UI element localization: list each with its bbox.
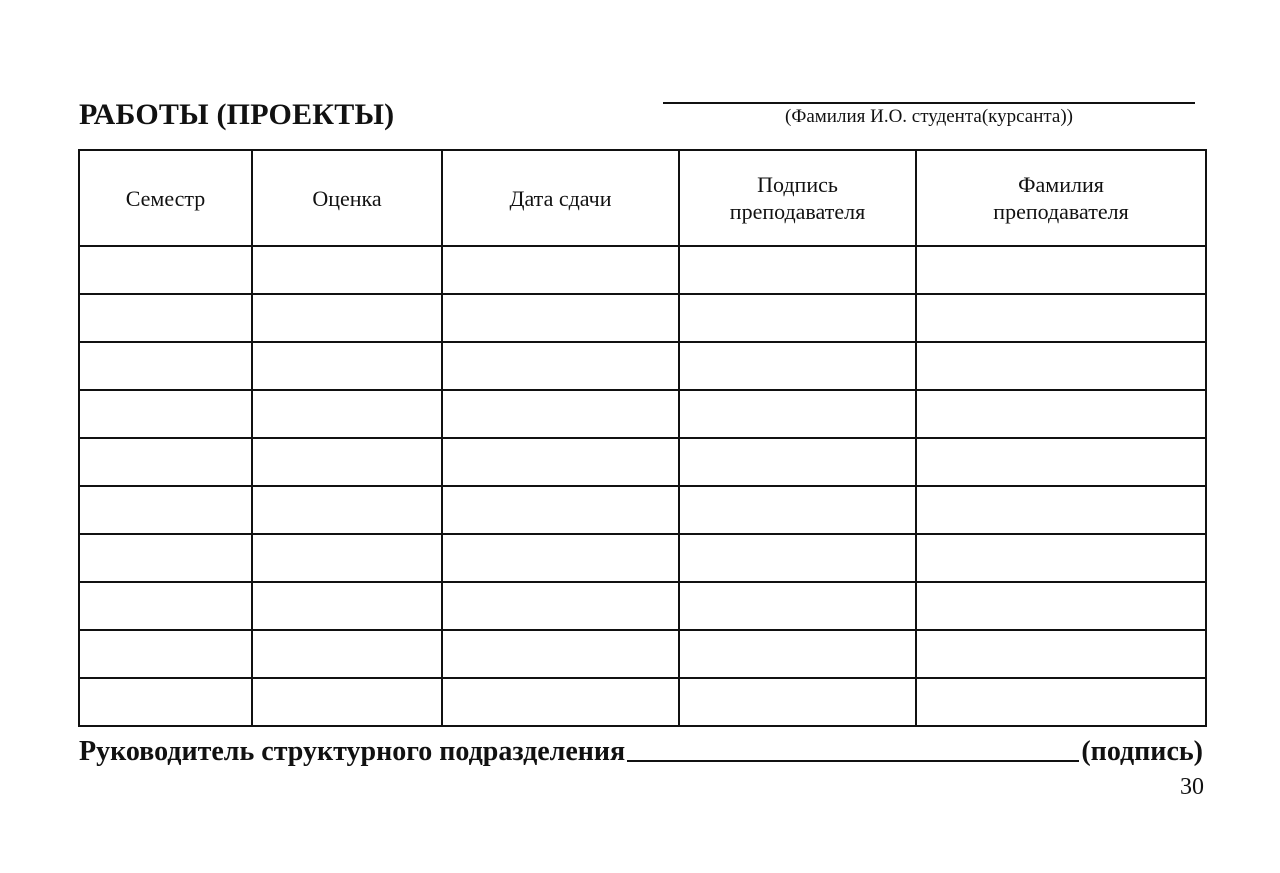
table-cell[interactable] <box>252 678 442 726</box>
department-head-label: Руководитель структурного подразделения <box>79 736 626 767</box>
table-row <box>79 486 1206 534</box>
table-body <box>79 246 1206 726</box>
student-name-caption: (Фамилия И.О. студента(курсанта)) <box>785 106 1073 127</box>
table-cell[interactable] <box>679 486 916 534</box>
table-cell[interactable] <box>79 294 252 342</box>
table-cell[interactable] <box>252 390 442 438</box>
table-cell[interactable] <box>442 630 679 678</box>
table-cell[interactable] <box>916 486 1206 534</box>
table-cell[interactable] <box>79 486 252 534</box>
table-cell[interactable] <box>916 630 1206 678</box>
column-header-teacher-surname: Фамилия преподавателя <box>916 150 1206 246</box>
table-cell[interactable] <box>442 342 679 390</box>
table-cell[interactable] <box>916 678 1206 726</box>
column-header-submission-date: Дата сдачи <box>442 150 679 246</box>
table-cell[interactable] <box>916 438 1206 486</box>
table-cell[interactable] <box>442 534 679 582</box>
table-cell[interactable] <box>916 246 1206 294</box>
table-cell[interactable] <box>442 678 679 726</box>
table-row <box>79 630 1206 678</box>
table-cell[interactable] <box>679 294 916 342</box>
table-cell[interactable] <box>252 342 442 390</box>
table-cell[interactable] <box>916 294 1206 342</box>
table-row <box>79 534 1206 582</box>
table-cell[interactable] <box>442 438 679 486</box>
table-cell[interactable] <box>679 534 916 582</box>
table-cell[interactable] <box>916 582 1206 630</box>
table-cell[interactable] <box>252 534 442 582</box>
table-cell[interactable] <box>79 438 252 486</box>
student-name-line <box>663 102 1195 104</box>
table-cell[interactable] <box>442 246 679 294</box>
table-row <box>79 678 1206 726</box>
table-row <box>79 294 1206 342</box>
section-title: РАБОТЫ (ПРОЕКТЫ) <box>79 98 395 131</box>
table-header-row <box>79 150 1206 246</box>
table-row <box>79 246 1206 294</box>
grades-table <box>78 149 1207 727</box>
signature-blank-line <box>627 760 1079 762</box>
table-cell[interactable] <box>679 582 916 630</box>
table-cell[interactable] <box>679 678 916 726</box>
table-cell[interactable] <box>252 246 442 294</box>
table-cell[interactable] <box>79 246 252 294</box>
column-header-teacher-signature: Подпись преподавателя <box>679 150 916 246</box>
table-cell[interactable] <box>679 630 916 678</box>
table-cell[interactable] <box>679 390 916 438</box>
table-cell[interactable] <box>679 246 916 294</box>
table-cell[interactable] <box>442 390 679 438</box>
table-cell[interactable] <box>79 582 252 630</box>
table-cell[interactable] <box>679 438 916 486</box>
table-cell[interactable] <box>916 534 1206 582</box>
table-cell[interactable] <box>252 582 442 630</box>
table-row <box>79 390 1206 438</box>
table-cell[interactable] <box>916 342 1206 390</box>
table-cell[interactable] <box>79 678 252 726</box>
table-cell[interactable] <box>442 294 679 342</box>
table-cell[interactable] <box>252 438 442 486</box>
department-head-signature <box>79 736 1203 768</box>
table-cell[interactable] <box>79 630 252 678</box>
page-number: 30 <box>1180 774 1204 800</box>
column-header-semester: Семестр <box>79 150 252 246</box>
table-cell[interactable] <box>252 486 442 534</box>
table-cell[interactable] <box>252 294 442 342</box>
table-row <box>79 342 1206 390</box>
table-row <box>79 582 1206 630</box>
table-row <box>79 438 1206 486</box>
column-header-grade: Оценка <box>252 150 442 246</box>
table-cell[interactable] <box>79 390 252 438</box>
table-cell[interactable] <box>442 582 679 630</box>
table-cell[interactable] <box>79 342 252 390</box>
table-cell[interactable] <box>442 486 679 534</box>
table-cell[interactable] <box>252 630 442 678</box>
table-cell[interactable] <box>679 342 916 390</box>
table-cell[interactable] <box>79 534 252 582</box>
table-cell[interactable] <box>916 390 1206 438</box>
signature-caption: (подпись) <box>1081 736 1203 767</box>
